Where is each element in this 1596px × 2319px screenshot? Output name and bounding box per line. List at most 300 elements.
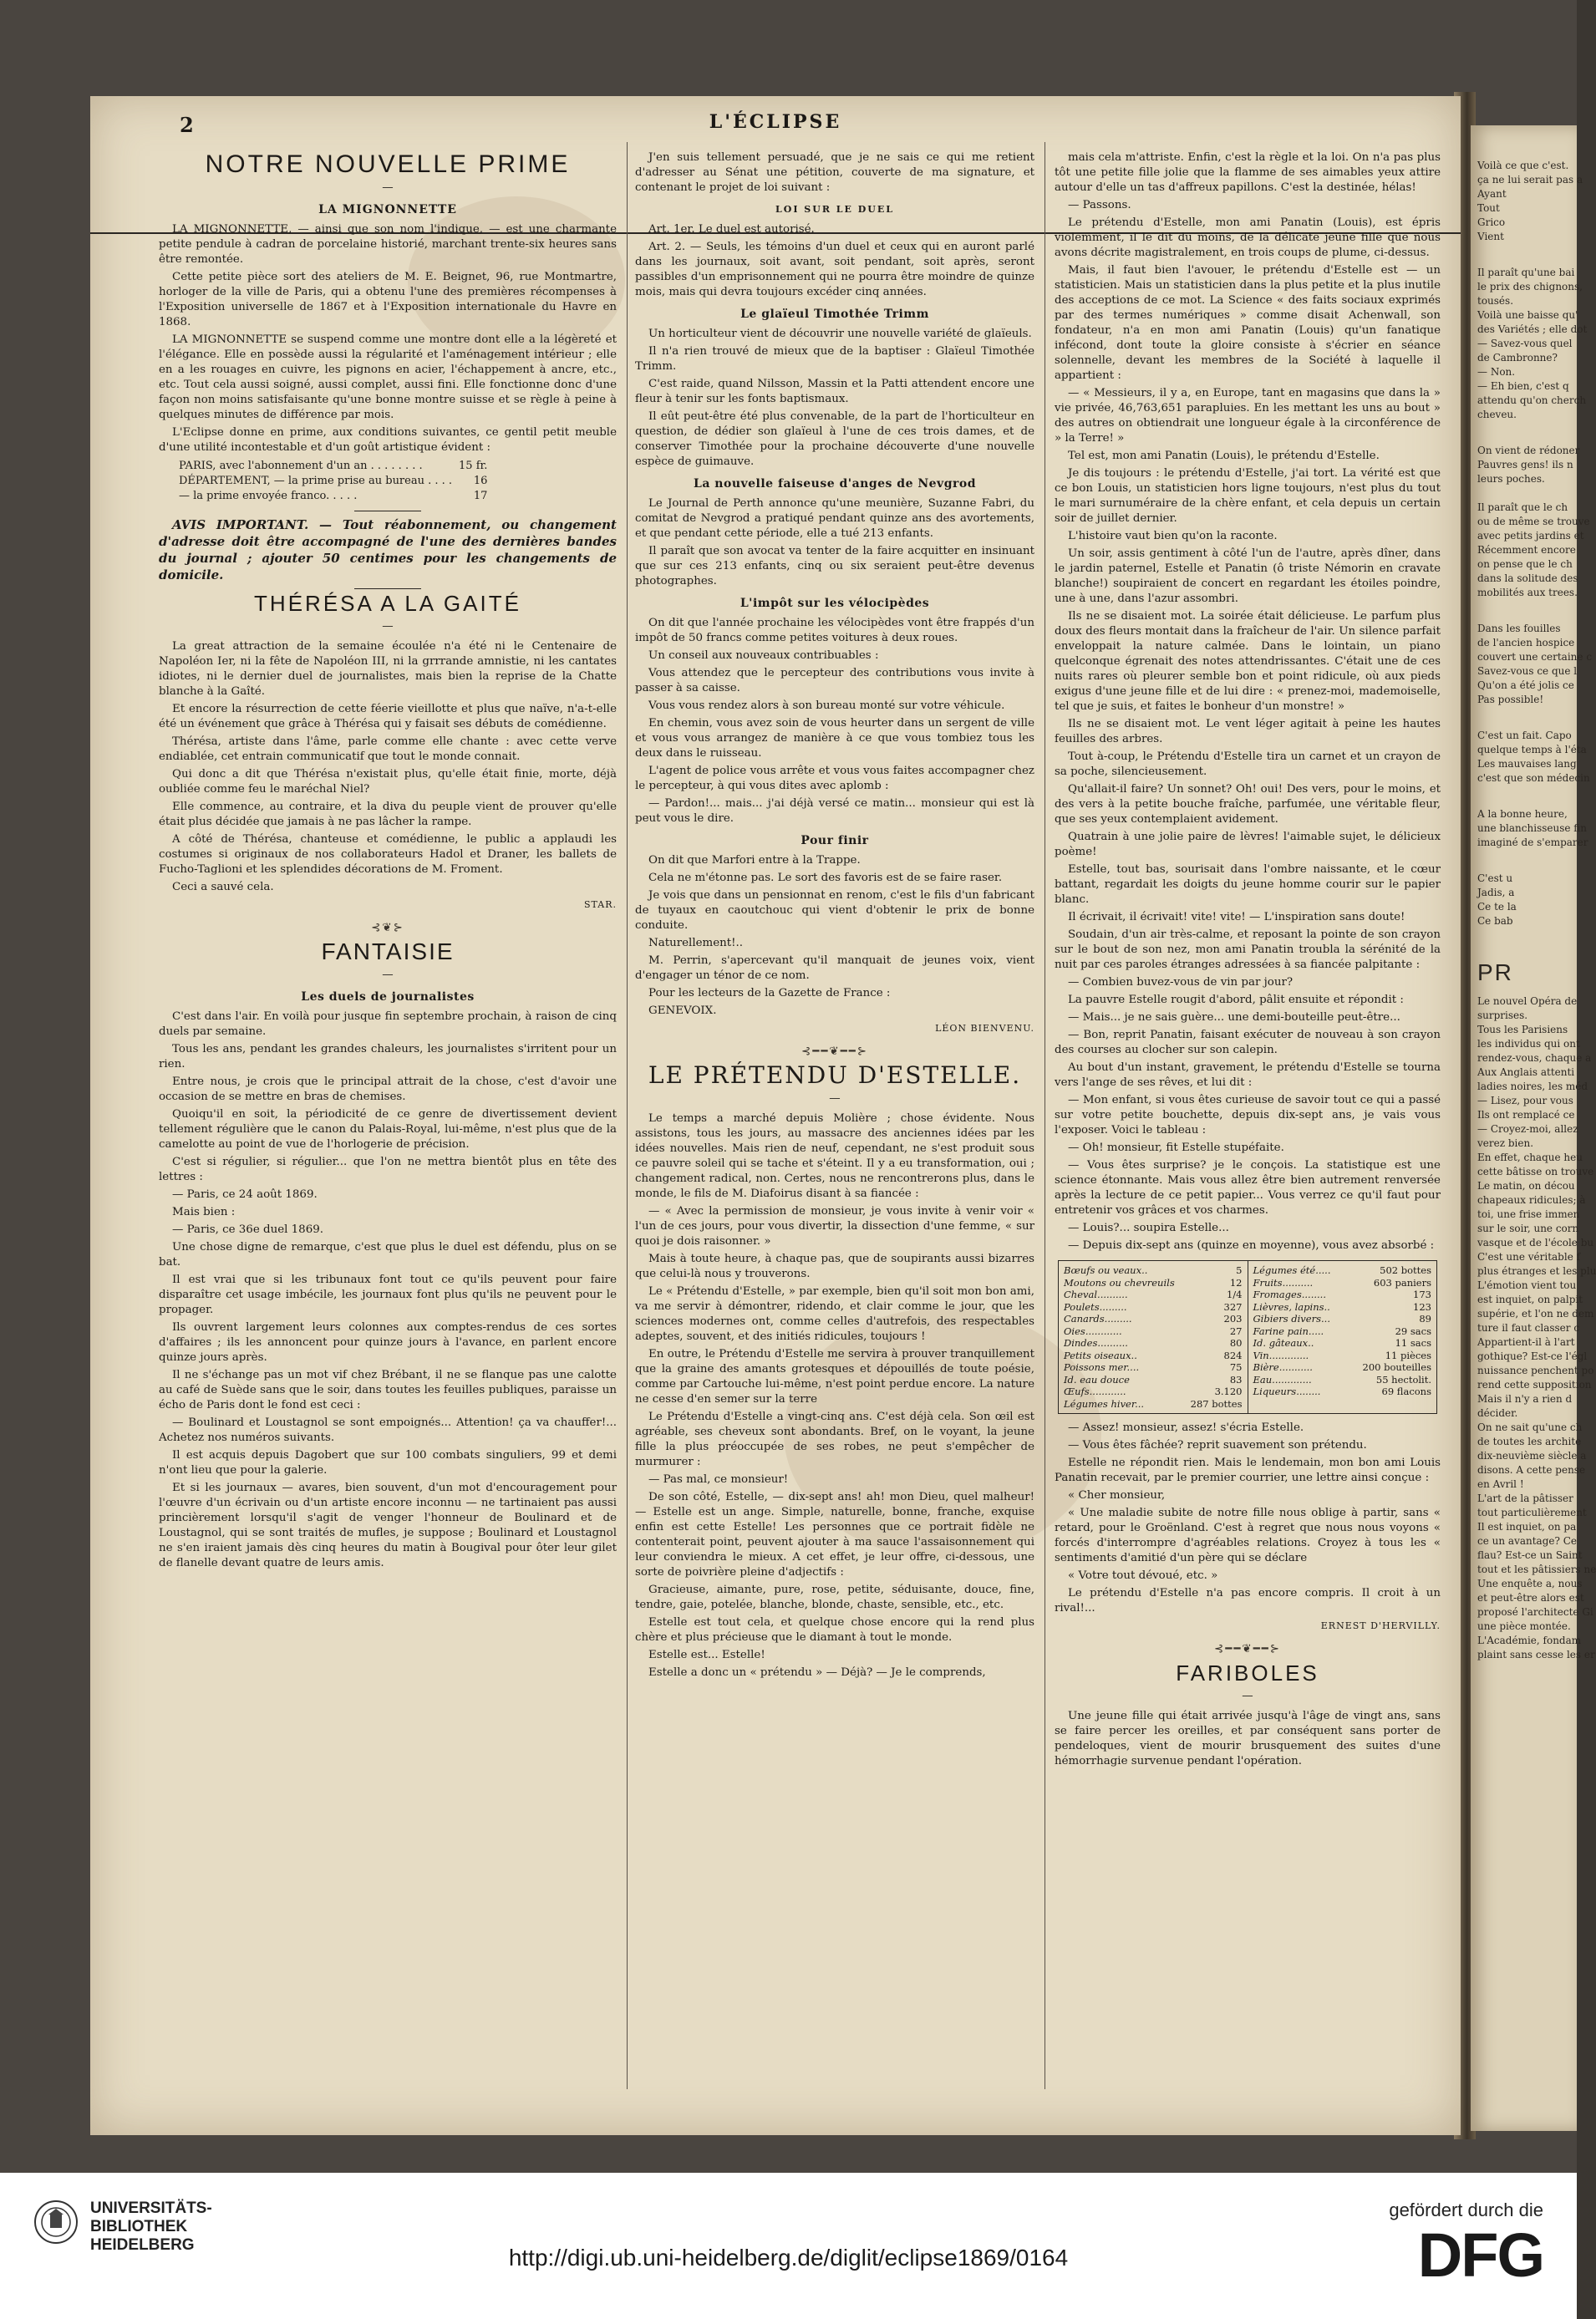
paragraph: Il n'a rien trouvé de mieux que de la baptiser : Glaïeul Timothée Trimm. bbox=[635, 345, 1034, 373]
paragraph: C'est raide, quand Nilsson, Massin et la Patti attendent encore une fleur à tenir sur les fonts baptismaux. bbox=[635, 378, 1034, 405]
paragraph: — Mon enfant, si vous êtes curieuse de savoir tout ce qui a passé sur votre petite bouchette, depuis dix-sept ans, je vais vous l'exposer. Voici le tableau : bbox=[1055, 1094, 1441, 1137]
item-quantity: 69 flacons bbox=[1381, 1386, 1431, 1397]
paragraph: C'est dans l'air. En voilà pour jusque fin septembre prochain, à raison de cinq duels par semaine. bbox=[159, 1010, 617, 1038]
item-quantity: 83 bbox=[1229, 1373, 1243, 1386]
column-1 bbox=[159, 150, 617, 1574]
item-label: Bière........... bbox=[1253, 1361, 1313, 1373]
facing-text-line: Le nouvel Opéra de bbox=[1477, 995, 1578, 1007]
table-row bbox=[1253, 1264, 1432, 1277]
paragraph: On dit que Marfori entre à la Trappe. bbox=[648, 854, 861, 867]
spacer bbox=[1477, 928, 1573, 950]
facing-text-line: — Eh bien, c'est q bbox=[1477, 380, 1569, 392]
paragraph: Une chose digne de remarque, c'est que plus le duel est défendu, plus on se bat. bbox=[159, 1241, 617, 1269]
facing-text-line: attendu qu'on cherch bbox=[1477, 394, 1587, 406]
facing-text-line: avec petits jardins et bbox=[1477, 530, 1584, 542]
table-row bbox=[1064, 1337, 1243, 1350]
institution-line: HEIDELBERG bbox=[90, 2236, 195, 2254]
paragraph: Il paraît que son avocat va tenter de la faire acquitter en insinuant que sur ces 213 enfants, cinq ou six seraient peut-être devenus photographes. bbox=[635, 545, 1034, 587]
item-quantity: 11 sacs bbox=[1395, 1337, 1431, 1349]
facing-text-line: Il paraît que le ch bbox=[1477, 501, 1568, 513]
paragraph: J'en suis tellement persuadé, que je ne sais ce qui me retient d'adresser au Sénat une pétition, couverte de ma signature, et contenant le projet de loi suivant : bbox=[635, 151, 1034, 194]
facing-heading: PR bbox=[1477, 959, 1513, 985]
facing-text-line: dix-neuvième siècle a bbox=[1477, 1450, 1587, 1462]
paragraph: Estelle est tout cela, et quelque chose encore qui la rend plus chère et plus précieuse que le diamant à tout le monde. bbox=[635, 1616, 1034, 1644]
facing-text-line: couvert une certaine c bbox=[1477, 651, 1593, 663]
facing-text-line: de toutes les archite bbox=[1477, 1436, 1582, 1447]
university-seal-icon bbox=[33, 2199, 79, 2245]
paragraph: Je vois que dans un pensionnat en renom, c'est le fils d'un fabricant de tuyaux en caoutchouc qui vient d'obtenir le prix de bonne conduite. bbox=[635, 889, 1034, 932]
facing-text-line: le prix des chignons, bbox=[1477, 281, 1583, 292]
item-quantity: 123 bbox=[1413, 1300, 1431, 1313]
paragraph: Et si les journaux — avares, bien souvent, d'un mot d'encouragement pour l'œuvre d'un écrivain ou d'un artiste encore inconnu — ne tartinaient pas aussi princièrement lorsqu'il s'agit de venger l'honneur de Boulinard et de Loustagnol, qui se sont traités de mufles, je suppose ; Boulinard et Loustagnol ne s'en iraient jamais dès cinq heures du matin à Bougival pour ôter leur gilet de flanelle devant quatre de leurs amis. bbox=[159, 1482, 617, 1569]
facing-text-line: C'est une véritable f bbox=[1477, 1251, 1581, 1263]
article-title-finir: Pour finir bbox=[801, 834, 869, 847]
facing-text-line: En effet, chaque heu bbox=[1477, 1152, 1583, 1163]
paragraph: Le Prétendu d'Estelle a vingt-cinq ans. C'est déjà cela. Son œil est agréable, ses cheveux sont abondants. Bref, on le voyant, la jeune fille la plus préoccupée de ses robes, ne peut s'empêcher de murmurer : bbox=[635, 1411, 1034, 1468]
facing-text-line: disons. A cette pense bbox=[1477, 1464, 1586, 1476]
paragraph: Tout à-coup, le Prétendu d'Estelle tira un carnet et un crayon de sa poche, silencieusement. bbox=[1055, 750, 1441, 778]
table-row bbox=[1064, 1350, 1243, 1362]
spacer bbox=[1477, 786, 1573, 807]
paragraph: Estelle est... Estelle! bbox=[648, 1649, 765, 1661]
institution-line: UNIVERSITÄTS- bbox=[90, 2199, 212, 2217]
ornament-divider: ⊰❦⊱ bbox=[371, 922, 404, 934]
paragraph: A côté de Thérésa, chanteuse et comédienne, le public a applaudi les costumes si originaux de nos collaborateurs Hadol et Draner, les ballets de Fucho-Taglioni et les splendides décorations de M. Froment. bbox=[159, 833, 617, 876]
item-quantity: 824 bbox=[1223, 1349, 1243, 1361]
item-label: Id. gâteaux.. bbox=[1253, 1337, 1314, 1349]
facing-text-line: On ne sait qu'une ch bbox=[1477, 1421, 1583, 1433]
paragraph: Naturellement!.. bbox=[648, 937, 744, 949]
paragraph: — Oh! monsieur, fit Estelle stupéfaite. bbox=[1068, 1142, 1284, 1154]
facing-text-line: proposé l'architecte Gi bbox=[1477, 1606, 1593, 1618]
paragraph: — Pardon!... mais... j'ai déjà versé ce matin... monsieur qui est là peut vous le dire. bbox=[635, 797, 1034, 825]
price-label: PARIS, avec l'abonnement d'un an . . . . . . . . bbox=[179, 460, 423, 472]
paragraph: Ils ouvrent largement leurs colonnes aux comptes-rendus de ces sortes d'affaires ; ils les annoncent pour quinze jours à l'avance, en parlent encore quinze jours après. bbox=[159, 1321, 617, 1364]
price-table bbox=[175, 459, 490, 504]
paragraph: Estelle, tout bas, sourisait dans l'ombre naissante, et le cœur battant, regardait les doigts du jeune homme courir sur le papier blanc. bbox=[1055, 863, 1441, 906]
article-title-faiseuse: La nouvelle faiseuse d'anges de Nevgrod bbox=[694, 477, 976, 491]
paragraph: L'agent de police vous arrête et vous vous faites accompagner chez le percepteur, à qui vous dites avec aplomb : bbox=[635, 765, 1034, 792]
item-quantity: 5 bbox=[1236, 1264, 1243, 1276]
facing-text-line: des Variétés ; elle dot bbox=[1477, 323, 1588, 335]
signature-bienvenu: LÉON BIENVENU. bbox=[935, 1023, 1034, 1034]
facing-text-line: — Savez-vous quel bbox=[1477, 338, 1573, 349]
paragraph: Le prétendu d'Estelle, mon ami Panatin (Louis), est épris violemment, il le dit du moins, de la délicate jeune fille que nous avons décrite magistralement, en trois coups de plume, ci-dessus. bbox=[1055, 216, 1441, 259]
paragraph: Estelle ne répondit rien. Mais le lendemain, mon bon ami Louis Panatin recevait, par le premier courrier, une lettre ainsi conçue : bbox=[1055, 1457, 1441, 1484]
facing-text-line: en Avril ! bbox=[1477, 1478, 1524, 1490]
item-label: Fruits.......... bbox=[1253, 1276, 1314, 1289]
facing-text-line: Il paraît qu'une bai bbox=[1477, 267, 1575, 278]
facing-text-line: Ce bab bbox=[1477, 915, 1513, 927]
paragraph: Et encore la résurrection de cette féerie vieillotte et plus que naïve, n'a-t-elle été un événement que grâce à Thérésa qui y faisait ses débuts de comédienne. bbox=[159, 703, 617, 730]
paragraph: Estelle a donc un « prétendu » — Déjà? — Je le comprends, bbox=[648, 1666, 986, 1679]
item-quantity: 11 pièces bbox=[1385, 1349, 1431, 1361]
funding-block[interactable] bbox=[1389, 2199, 1543, 2290]
price-row bbox=[175, 489, 490, 504]
price-row bbox=[175, 459, 490, 474]
article-title-pretendu: LE PRÉTENDU D'ESTELLE. bbox=[648, 1061, 1022, 1089]
paragraph: — Bon, reprit Panatin, faisant exécuter de nouveau à son crayon des courses au clocher sur son calepin. bbox=[1055, 1029, 1441, 1056]
facing-text-line: ce un avantage? Ce bbox=[1477, 1535, 1578, 1547]
price-row bbox=[175, 474, 490, 489]
paragraph: Ils ne se disaient mot. Le vent léger agitait à peine les hautes feuilles des arbres. bbox=[1055, 718, 1441, 745]
facing-text-line: imaginé de s'emparer bbox=[1477, 837, 1588, 848]
facing-page-text bbox=[1477, 159, 1596, 2064]
paragraph: Soudain, d'un air très-calme, et reposant la pointe de son crayon sur le bout de son nez, mon ami Panatin troubla la sérénité de la nuit par ces paroles étranges adressées à sa fiancée palpitante : bbox=[1055, 928, 1441, 971]
impot-body bbox=[635, 616, 1034, 826]
notice-important: AVIS IMPORTANT. — Tout réabonnement, ou changement d'adresse doit être accompagné de l'une des dernières bandes du journal ; ajouter 50 centimes pour les changements de domicile. bbox=[159, 517, 617, 582]
spacer bbox=[1477, 422, 1573, 444]
paragraph: — Pas mal, ce monsieur! bbox=[648, 1473, 789, 1486]
facing-text-line: On vient de rédoner bbox=[1477, 445, 1580, 456]
faiseuse-body bbox=[635, 496, 1034, 589]
paragraph: mais cela m'attriste. Enfin, c'est la règle et la loi. On n'a pas plus tôt une petite fille jolie que la flamme de ses aimables yeux attire autour d'elle un tas d'affreux papillons. C'est la destinée, hélas! bbox=[1055, 151, 1441, 194]
pretendu-body bbox=[635, 1111, 1034, 1681]
dash-divider: — bbox=[382, 969, 394, 981]
facing-text-line: c'est que son médecin bbox=[1477, 772, 1590, 784]
spacer bbox=[1477, 850, 1573, 872]
facing-text-line: Voilà ce que c'est. bbox=[1477, 160, 1569, 171]
item-label: Légumes hiver... bbox=[1064, 1397, 1145, 1410]
table-row bbox=[1253, 1374, 1432, 1386]
paragraph: Art. 1er. Le duel est autorisé. bbox=[648, 223, 815, 236]
paragraph: — Assez! monsieur, assez! s'écria Estelle. bbox=[1068, 1421, 1304, 1434]
paragraph: Vous vous rendez alors à son bureau monté sur votre véhicule. bbox=[648, 699, 1005, 712]
item-quantity: 3.120 bbox=[1214, 1386, 1243, 1397]
paragraph: L'histoire vaut bien qu'on la raconte. bbox=[1068, 530, 1278, 542]
item-quantity: 287 bottes bbox=[1190, 1397, 1243, 1410]
facing-text-line: cheveu. bbox=[1477, 409, 1517, 420]
paragraph: Mais, il faut bien l'avouer, le prétendu d'Estelle est — un statisticien. Mais un statisticien dans la plus petite et la plus inutile des acceptions de ce mot. La Science « des faits sociaux exprimés par des termes numériques » comme disait Achenwall, son fondateur, n'a en mon ami Panatin (Louis) qu'un fanatique infécond, dont toute la gloire consiste à s'écrier en séance solennelle, devant les membres de la Société à laquelle il appartient : bbox=[1055, 264, 1441, 382]
signature-star: STAR. bbox=[584, 899, 617, 910]
table-row bbox=[1064, 1301, 1243, 1314]
facing-text-line: L'Académie, fondam bbox=[1477, 1635, 1582, 1646]
item-label: Dindes.......... bbox=[1064, 1337, 1128, 1349]
facing-text-line: Ayant bbox=[1477, 188, 1507, 200]
paragraph: Une jeune fille qui était arrivée jusqu'à l'âge de vingt ans, sans se faire percer les oreilles, et par conséquent sans porter de pendeloques, vient de mourir brusquement des suites d'une hémorrhagie survenue pendant l'opération. bbox=[1055, 1710, 1441, 1767]
paragraph: — « Messieurs, il y a, en Europe, tant en magasins que dans la » vie privée, 46,763,651 parapluies. En les mettant les uns au bout » des autres on obtiendrait une longueur égale à la circonférence de » la Terre! » bbox=[1055, 387, 1441, 445]
table-row bbox=[1064, 1313, 1243, 1325]
signature-hervilly: ERNEST D'HERVILLY. bbox=[1320, 1620, 1441, 1631]
dash-divider: — bbox=[1242, 1690, 1253, 1702]
paragraph: La pauvre Estelle rougit d'abord, pâlit ensuite et répondit : bbox=[1068, 994, 1404, 1006]
spacer bbox=[1477, 1662, 1573, 1684]
facing-text-line: nuissance penchent po bbox=[1477, 1365, 1594, 1376]
table-row bbox=[1064, 1386, 1243, 1398]
pretendu-continued bbox=[1055, 150, 1441, 1254]
facing-text-line: Vient bbox=[1477, 231, 1504, 242]
theresa-article-body bbox=[159, 639, 617, 895]
facing-text-line: A la bonne heure, bbox=[1477, 808, 1568, 820]
facing-text-line: leurs poches. bbox=[1477, 473, 1545, 485]
facing-text-line: Qu'on a été jolis ce bbox=[1477, 679, 1574, 691]
duels-article-body bbox=[159, 1009, 617, 1571]
facing-text-line bbox=[1477, 486, 1573, 501]
facing-text-line: plus étranges et les plu bbox=[1477, 1265, 1596, 1277]
consumption-table-right bbox=[1248, 1261, 1437, 1413]
item-label: Œufs............ bbox=[1064, 1386, 1126, 1397]
facing-text-line: chapeaux ridicules; à bbox=[1477, 1194, 1586, 1206]
facing-text-line: Le matin, on décou bbox=[1477, 1180, 1575, 1192]
table-row bbox=[1064, 1361, 1243, 1374]
table-row bbox=[1253, 1277, 1432, 1289]
paragraph: — Mais... je ne sais guère... une demi-bouteille peut-être... bbox=[1068, 1011, 1400, 1024]
price-label: — la prime envoyée franco. . . . . bbox=[179, 490, 358, 502]
paragraph: Quoiqu'il en soit, la périodicité de ce genre de divertissement devient tellement régulière que le canon du Palais-Royal, lui-même, n'est plus que de la camelotte au point de vue de l'horlogerie de précision. bbox=[159, 1108, 617, 1151]
facing-text-line: Pauvres gens! ils n bbox=[1477, 459, 1573, 470]
paragraph: Qui donc a dit que Thérésa n'existait plus, qu'elle était finie, morte, déjà oubliée comme feu le maréchal Niel? bbox=[159, 768, 617, 796]
paragraph: Mais à toute heure, à chaque pas, que de soupirants aussi bizarres que celui-là nous y trouverons. bbox=[635, 1253, 1034, 1280]
article-title-impot: L'impôt sur les vélocipèdes bbox=[740, 597, 930, 610]
paragraph: LA MIGNONNETTE se suspend comme une montre dont elle a la légèreté et l'élégance. Elle en possède aussi la régularité et l'aménagement intérieur ; elle en a les rouages en cuivre, les pignons en acier, l'échappement à ancre, etc., etc. Tout cela aussi soigné, aussi complet, aussi fini. Elle fonctionne donc d'une façon non moins satisfaisante qu'une bonne montre suisse et se règle à peine à quelques minutes de différence par mois. bbox=[159, 333, 617, 421]
facing-text-line: Ce te la bbox=[1477, 901, 1517, 913]
column-2 bbox=[635, 150, 1034, 1683]
table-row bbox=[1064, 1277, 1243, 1289]
facing-text-line: Mais il n'y a rien d bbox=[1477, 1393, 1573, 1405]
facing-text-line: Appartient-il à l'art bbox=[1477, 1336, 1575, 1348]
facing-text-line: ladies noires, les méd bbox=[1477, 1081, 1588, 1092]
table-row bbox=[1253, 1301, 1432, 1314]
dfg-logo: DFG bbox=[1417, 2220, 1543, 2290]
facing-text-line: quelque temps à l'éta bbox=[1477, 744, 1587, 755]
price-value: 15 fr. bbox=[459, 460, 488, 472]
facing-text-line: une pièce montée. bbox=[1477, 1620, 1571, 1632]
paragraph: « Une maladie subite de notre fille nous oblige à partir, sans « retard, pour le Groënland. C'est à regret que nous nous voyons « forcés d'interrompre d'agréables relations. Croyez à tous les « sentiments d'amitié d'un père qui se déclare bbox=[1055, 1507, 1441, 1564]
facing-text-line: ture il faut classer c bbox=[1477, 1322, 1580, 1334]
item-label: Petits oiseaux.. bbox=[1064, 1349, 1137, 1361]
item-label: Lièvres, lapins.. bbox=[1253, 1300, 1330, 1313]
paragraph: Je dis toujours : le prétendu d'Estelle, j'ai tort. La vérité est que ce bon Louis, un statisticien hors ligne toujours, n'est plus du tout le mari surnuméraire de la chère enfant, et cela depuis un certain soir de juillet dernier. bbox=[1055, 467, 1441, 525]
paragraph: Le « Prétendu d'Estelle, » par exemple, bien qu'il soit mon bon ami, va me servir à démontrer, ridendo, et clair comme le jour, que les sciences modernes ont, comme celles d'autrefois, des respectables adeptes, souvent, et des initiés ridicules, toujours ! bbox=[635, 1285, 1034, 1343]
facing-text-line: — Croyez-moi, allez bbox=[1477, 1123, 1578, 1135]
item-label: Vin............. bbox=[1253, 1349, 1309, 1361]
table-row bbox=[1064, 1289, 1243, 1301]
facing-text-line: tousés. bbox=[1477, 295, 1514, 307]
facing-text-line: Tout bbox=[1477, 202, 1500, 214]
table-row bbox=[1253, 1289, 1432, 1301]
paragraph: De son côté, Estelle, — dix-sept ans! ah! mon Dieu, quel malheur! — Estelle est un ange. Simple, naturelle, bonne, franche, exquise enfin est cette Estelle! Les personnes que ce portrait fidèle ne contenterait point, peuvent ajouter à ma sauce l'assaisonnement qui leur conviendra le mieux. A cet effet, je leur offre, ci-dessous, une sorte de poivrière pleine d'adjectifs : bbox=[635, 1491, 1034, 1579]
paragraph: Tel est, mon ami Panatin (Louis), le prétendu d'Estelle. bbox=[1068, 450, 1380, 462]
item-label: Cheval.......... bbox=[1064, 1289, 1128, 1300]
facing-text-line: flau? Est-ce un Saint bbox=[1477, 1549, 1583, 1561]
facing-text-line: tout et les pâtissiers ne bbox=[1477, 1564, 1596, 1575]
column-rule bbox=[627, 142, 628, 2089]
price-value: 16 bbox=[473, 475, 488, 487]
facing-text-line: Aux Anglais attenti bbox=[1477, 1066, 1575, 1078]
facing-text-line: Ils ont remplacé ce bbox=[1477, 1109, 1575, 1121]
article-title-mignonnette: LA MIGNONNETTE bbox=[318, 203, 457, 216]
consumption-table-left bbox=[1059, 1261, 1248, 1413]
paragraph: Il est vrai que si les tribunaux font tout ce qu'ils peuvent pour faire disparaître cet usage imbécile, les journaux font plus qu'ils ne peuvent pour le propager. bbox=[159, 1274, 617, 1316]
item-label: Poissons mer.... bbox=[1064, 1361, 1140, 1373]
facing-text-line: — Lisez, pour vous bbox=[1477, 1095, 1573, 1106]
paragraph: Qu'allait-il faire? Un sonnet? Oh! oui! Des vers, pour le moins, et des vers à la petite bouche fraîche, parfumée, une véritable fleur, que ses yeux contemplaient avidement. bbox=[1055, 783, 1441, 826]
law-title: LOI SUR LE DUEL bbox=[775, 204, 894, 215]
paragraph: Un horticulteur vient de découvrir une nouvelle variété de glaïeuls. bbox=[648, 328, 1032, 340]
paragraph: « Votre tout dévoué, etc. » bbox=[1068, 1569, 1218, 1582]
price-label: DÉPARTEMENT, — la prime prise au bureau . . . . bbox=[179, 475, 453, 487]
paragraph: Le Journal de Perth annonce qu'une meunière, Suzanne Fabri, du comitat de Nevgrod a pratiqué pendant quinze ans des avortements, et que pendant cette période, elle a tué 213 enfants. bbox=[635, 497, 1034, 540]
paragraph: — « Avec la permission de monsieur, je vous invite à venir voir « l'un de ces jours, pour vous divertir, la dissection d'une femme, « sur quoi je dois raisonner. » bbox=[635, 1205, 1034, 1248]
paragraph: Pour les lecteurs de la Gazette de France : bbox=[648, 987, 891, 999]
facing-text-line: ou de même se trouve bbox=[1477, 516, 1590, 527]
item-quantity: 75 bbox=[1229, 1361, 1243, 1373]
item-quantity: 603 paniers bbox=[1373, 1276, 1431, 1289]
paragraph: — Depuis dix-sept ans (quinze en moyenne), vous avez absorbé : bbox=[1068, 1239, 1435, 1252]
facing-text-line: toi, une frise immen bbox=[1477, 1208, 1580, 1220]
paragraph: — Vous êtes fâchée? reprit suavement son prétendu. bbox=[1068, 1439, 1367, 1452]
table-row bbox=[1064, 1398, 1243, 1411]
paragraph: M. Perrin, s'apercevant qu'il manquait de jeunes voix, vient d'engager un ténor de ce nom. bbox=[635, 954, 1034, 982]
item-label: Oies............ bbox=[1064, 1325, 1122, 1337]
facing-text-line: Récemment encore bbox=[1477, 544, 1576, 556]
item-label: Id. eau douce bbox=[1064, 1373, 1130, 1386]
facing-text-line: ça ne lui serait pas a bbox=[1477, 174, 1583, 186]
facing-text-line: Savez-vous ce que l bbox=[1477, 665, 1578, 677]
table-row bbox=[1064, 1325, 1243, 1338]
consumption-table bbox=[1058, 1260, 1437, 1414]
item-quantity: 1/4 bbox=[1226, 1289, 1243, 1300]
table-row bbox=[1064, 1264, 1243, 1277]
item-label: Farine pain..... bbox=[1253, 1325, 1324, 1337]
table-row bbox=[1253, 1361, 1432, 1374]
law-body bbox=[635, 222, 1034, 300]
facing-text-line: cette bâtisse on trouve bbox=[1477, 1166, 1594, 1177]
fariboles-body bbox=[1055, 1709, 1441, 1769]
item-quantity: 29 sacs bbox=[1395, 1325, 1431, 1337]
facing-text-line: L'art de la pâtisser bbox=[1477, 1493, 1573, 1504]
paragraph: Il eût peut-être été plus convenable, de la part de l'horticulteur en question, de dédier son glaïeul à l'une de ces trois dames, et de conserver Timothée pour la prochaine découverte d'une nouvelle espèce de guimauve. bbox=[635, 410, 1034, 468]
facing-text-line: L'émotion vient tou bbox=[1477, 1279, 1577, 1291]
facing-text-line: une blanchisseuse fin bbox=[1477, 822, 1588, 834]
paragraph: — Paris, ce 36e duel 1869. bbox=[172, 1223, 324, 1236]
spacer bbox=[1477, 600, 1573, 622]
table-row bbox=[1253, 1350, 1432, 1362]
facing-text-line: est inquiet, on palpit bbox=[1477, 1294, 1583, 1305]
page-number: 2 bbox=[180, 113, 194, 137]
source-url-link[interactable]: http://digi.ub.uni-heidelberg.de/diglit/eclipse1869/0164 bbox=[508, 2245, 1069, 2271]
paragraph: C'est si régulier, si régulier... que l'on ne mettra bientôt plus en tête des lettres : bbox=[159, 1156, 617, 1183]
facing-text-line: les individus qui ont bbox=[1477, 1038, 1580, 1050]
facing-text-line: Il est inquiet, on pa bbox=[1477, 1521, 1577, 1533]
facing-text-line: Dans les fouilles bbox=[1477, 623, 1561, 634]
facing-text-line: Une enquête a, nous bbox=[1477, 1578, 1583, 1589]
dash-divider: — bbox=[382, 181, 394, 194]
item-quantity: 89 bbox=[1419, 1313, 1431, 1325]
item-quantity: 327 bbox=[1223, 1300, 1243, 1313]
paragraph: En chemin, vous avez soin de vous heurter dans un sergent de ville et vous vous arrangez de manière à ce que vous tombiez tous les deux dans le ruisseau. bbox=[635, 717, 1034, 760]
facing-text-line: Grico bbox=[1477, 216, 1506, 228]
paragraph: Un soir, assis gentiment à côté l'un de l'autre, après dîner, dans le jardin paternel, Estelle et Panatin (ô triste Némorin en cravate blanche!) soupiraient de concert en regardant les étoiles poindre, une à une, dans l'azur assombri. bbox=[1055, 547, 1441, 605]
facing-text-line: supérie, et l'on ne dem bbox=[1477, 1308, 1594, 1320]
paragraph: Il écrivait, il écrivait! vite! vite! — L'inspiration sans doute! bbox=[1068, 911, 1405, 923]
dash-divider: — bbox=[382, 620, 394, 633]
spacer bbox=[1477, 244, 1573, 266]
paragraph: Il est acquis depuis Dagobert que sur 100 combats singuliers, 99 et demi n'ont lieu que pour la galerie. bbox=[159, 1449, 617, 1477]
item-label: Moutons ou chevreuils bbox=[1064, 1276, 1175, 1289]
ornament-divider: ⊰━━❦━━⊱ bbox=[1214, 1643, 1281, 1655]
table-row bbox=[1253, 1337, 1432, 1350]
item-quantity: 502 bottes bbox=[1380, 1264, 1431, 1276]
item-quantity: 173 bbox=[1413, 1289, 1431, 1300]
item-quantity: 12 bbox=[1229, 1276, 1243, 1289]
item-quantity: 55 hectolit. bbox=[1375, 1373, 1431, 1386]
duels-continued bbox=[635, 150, 1034, 196]
pretendu-ending bbox=[1055, 1421, 1441, 1616]
item-label: Liqueurs........ bbox=[1253, 1386, 1321, 1397]
item-quantity: 200 bouteilles bbox=[1362, 1361, 1431, 1373]
item-quantity: 80 bbox=[1229, 1337, 1243, 1349]
facing-text-line: sur le soir, une corn bbox=[1477, 1223, 1579, 1234]
paragraph: En outre, le Prétendu d'Estelle me servira à prouver tranquillement que la graine des amants grotesques et dépouillés de toute poésie, comme par Cartouche lui-même, n'est point perdue encore. La nature ne cesse d'en semer sur la terre bbox=[635, 1348, 1034, 1406]
facing-text-line: C'est un fait. Capo bbox=[1477, 730, 1572, 741]
facing-text-line: mobilités aux trees. bbox=[1477, 587, 1578, 598]
paragraph: La great attraction de la semaine écoulée n'a été ni le Centenaire de Napoléon Ier, ni la fête de Napoléon III, ni la grrrande amnistie, ni les cantates idiotes, ni le dernier duel de journalistes, mais bien la reprise de la Chatte blanche à la Gaîté. bbox=[159, 640, 617, 698]
section-title-prime: NOTRE NOUVELLE PRIME bbox=[205, 150, 571, 178]
facing-text-line: de Cambronne? bbox=[1477, 352, 1558, 364]
facing-text-line: de l'ancien hospice bbox=[1477, 637, 1575, 648]
paragraph: « Cher monsieur, bbox=[1068, 1489, 1166, 1502]
paragraph: Thérésa, artiste dans l'âme, parle comme elle chante : avec cette verve endiablée, cet entrain communicatif que tout le monde connait. bbox=[159, 735, 617, 763]
paragraph: Quatrain à une jolie paire de lèvres! l'aimable sujet, le délicieux poème! bbox=[1055, 831, 1441, 858]
paragraph: Cette petite pièce sort des ateliers de M. E. Beignet, 96, rue Montmartre, horloger de la ville de Paris, qui a obtenu l'une des premières récompenses à l'Exposition universelle de 1867 et à l'Exposition internationale du Havre en 1868. bbox=[159, 271, 617, 328]
facing-text-line: plaint sans cesse les er bbox=[1477, 1649, 1595, 1660]
paragraph: Art. 2. — Seuls, les témoins d'un duel et ceux qui en auront parlé dans les journaux, soit avant, soit pendant, soit après, seront passibles d'un emprisonnement qui ne pourra être moindre de quinze mois, mais qui devra toujours excéder cinq années. bbox=[635, 241, 1034, 298]
masthead: L'ÉCLIPSE bbox=[709, 111, 842, 133]
facing-text-line: rendez-vous, chaque a bbox=[1477, 1052, 1592, 1064]
facing-text-line: dans la solitude des bbox=[1477, 572, 1578, 584]
facing-text-line: Voilà une baisse qu' bbox=[1477, 309, 1578, 321]
facing-text-line: Jadis, a bbox=[1477, 887, 1515, 898]
facing-text-line: gothique? Est-ce l'égl bbox=[1477, 1350, 1588, 1362]
paragraph: Elle commence, au contraire, et la diva du peuple vient de prouver qu'elle était plus décidée que jamais à ne pas lâcher la rampe. bbox=[159, 801, 617, 828]
paragraph: Ils ne se disaient mot. La soirée était délicieuse. Le parfum plus doux des fleurs montait dans la fraîcheur de l'air. Un silence parfait enveloppait la nature calmée. Dans le lointain, un piano quelconque égrenait des notes attendrissantes. C'était une de ces nuits rares où pleurer semble bon et point ridicule, où aux pieds exigus d'une jeune fille et de lui dire : « prenez-moi, mademoiselle, tel que je suis, et faites le bonheur d'un monstre! » bbox=[1055, 610, 1441, 713]
item-label: Canards......... bbox=[1064, 1313, 1132, 1325]
section-title-fantaisie: FANTAISIE bbox=[321, 938, 455, 964]
item-label: Eau............. bbox=[1253, 1373, 1312, 1386]
paragraph: — Vous êtes surprise? je le conçois. La statistique est une science étonnante. Mais vous allez être bien autrement renversée après la lecture de ce petit papier... Vous verrez ce qu'il faut pour entretenir vos grâces et vos charmes. bbox=[1055, 1159, 1441, 1217]
table-row bbox=[1253, 1313, 1432, 1325]
paragraph: Vous attendez que le percepteur des contributions vous invite à passer à sa caisse. bbox=[635, 667, 1034, 694]
facing-text-line: verez bien. bbox=[1477, 1137, 1534, 1149]
paragraph: On dit que l'année prochaine les vélocipèdes vont être frappés d'un impôt de 50 francs comme petites voitures à deux roues. bbox=[635, 617, 1034, 644]
item-quantity: 203 bbox=[1223, 1313, 1243, 1325]
paragraph: Il ne s'échange pas un mot vif chez Brébant, il ne se flanque pas une calotte au café de Suède sans que le soir, dans toutes les feuilles publiques, paraisse un écho de Paris dont le fond est ceci : bbox=[159, 1369, 617, 1411]
prime-article-body bbox=[159, 222, 617, 455]
facing-text-line: vasque et de l'école bu bbox=[1477, 1237, 1594, 1248]
facing-text-line: C'est u bbox=[1477, 872, 1513, 884]
paragraph: GENEVOIX. bbox=[648, 1004, 717, 1017]
item-label: Gibiers divers... bbox=[1253, 1313, 1330, 1325]
funding-caption: gefördert durch die bbox=[1389, 2199, 1543, 2220]
paragraph: LA MIGNONNETTE, — ainsi que son nom l'indique, — est une charmante petite pendule à cadran de porcelaine historié, marchant trente-six heures sans être remontée. bbox=[159, 223, 617, 266]
paragraph: Ceci a sauvé cela. bbox=[172, 881, 274, 893]
paragraph: — Paris, ce 24 août 1869. bbox=[172, 1188, 318, 1201]
paragraph: — Louis?... soupira Estelle... bbox=[1068, 1222, 1229, 1234]
item-label: Fromages........ bbox=[1253, 1289, 1326, 1300]
facing-text-line: — Non. bbox=[1477, 366, 1516, 378]
paragraph: — Boulinard et Loustagnol se sont empoignés... Attention! ça va chauffer!... Achetez nos numéros suivants. bbox=[159, 1416, 617, 1444]
article-title-duels: Les duels de journalistes bbox=[301, 990, 475, 1004]
paragraph: Au bout d'un instant, gravement, le prétendu d'Estelle se tourna vers l'ange de ses rêves, et lui dit : bbox=[1055, 1061, 1441, 1089]
short-rule bbox=[354, 588, 421, 589]
paragraph: L'Eclipse donne en prime, aux conditions suivantes, ce gentil petit meuble d'une utilité incontestable et d'un goût artistique évident : bbox=[159, 426, 617, 454]
paragraph: Entre nous, je crois que le principal attrait de la chose, c'est d'avoir une occasion de se mettre en bras de chemises. bbox=[159, 1076, 617, 1103]
facing-text-line: Les mauvaises lang bbox=[1477, 758, 1577, 770]
table-row bbox=[1064, 1374, 1243, 1386]
facing-text-line: Pas possible! bbox=[1477, 694, 1544, 705]
institution-line: BIBLIOTHEK bbox=[90, 2218, 188, 2235]
